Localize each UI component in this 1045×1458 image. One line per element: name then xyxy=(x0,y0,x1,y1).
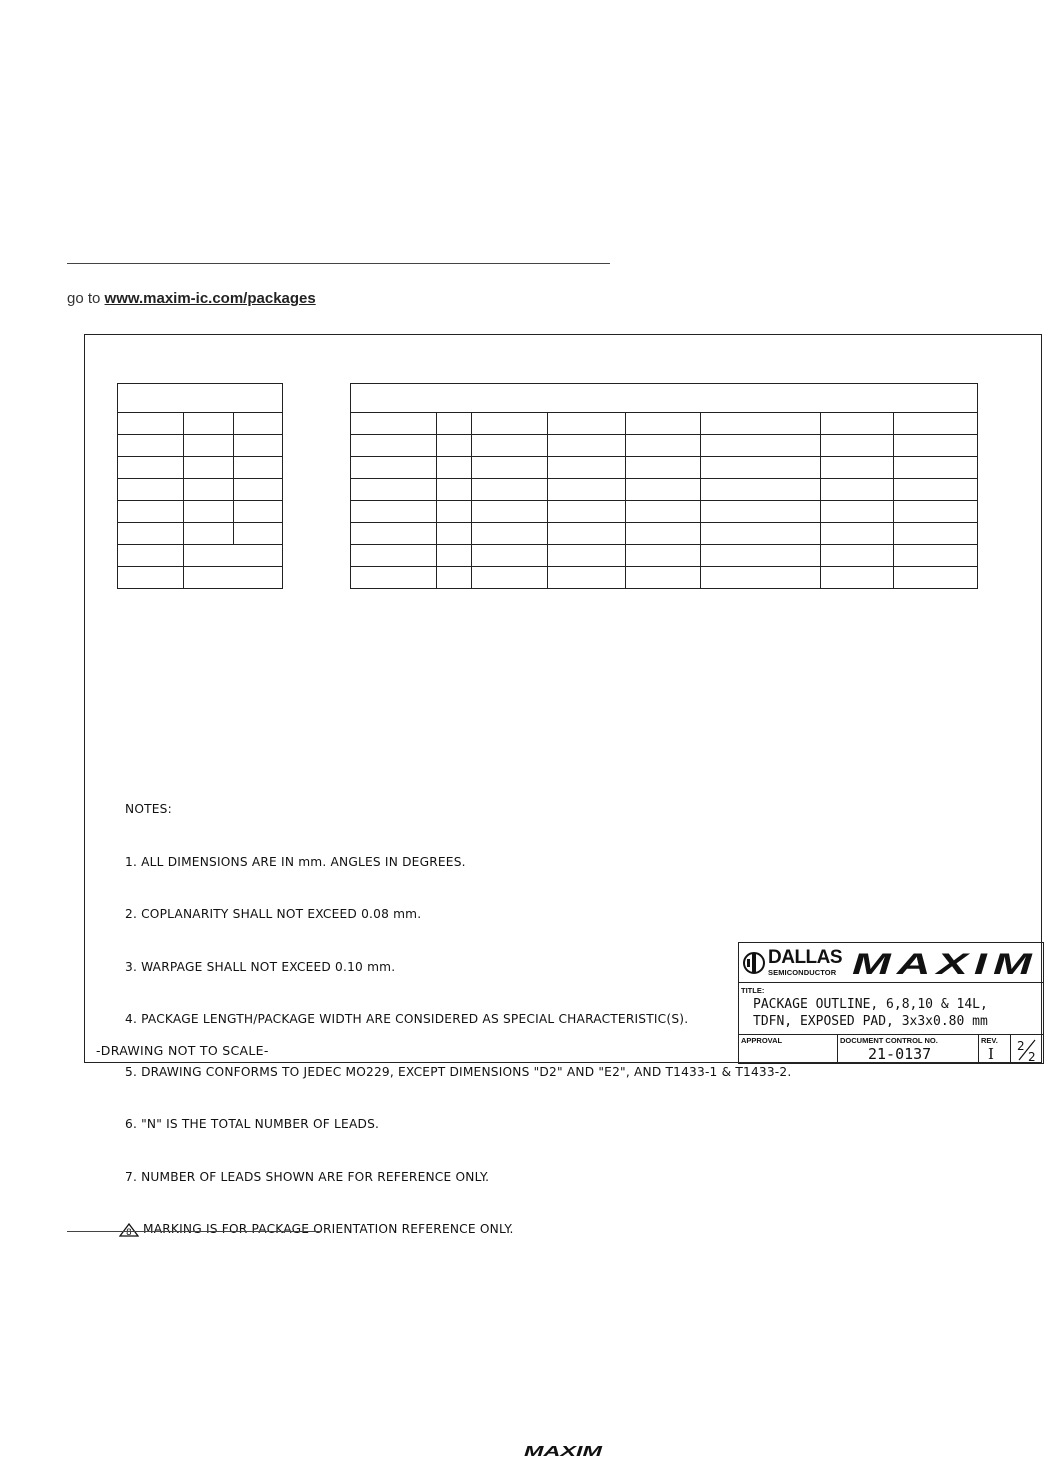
table-cell xyxy=(625,567,700,589)
note-8-number: 8 xyxy=(126,1227,132,1237)
table-cell xyxy=(548,435,625,457)
table-cell xyxy=(625,501,700,523)
table-cell xyxy=(548,545,625,567)
table-cell xyxy=(351,384,978,413)
note-item: 6. "N" IS THE TOTAL NUMBER OF LEADS. xyxy=(125,1117,380,1131)
table-cell xyxy=(625,435,700,457)
footer-maxim-logo xyxy=(524,1443,604,1458)
table-cell xyxy=(118,545,184,567)
table-row xyxy=(118,413,283,435)
table-row xyxy=(351,567,978,589)
table-cell xyxy=(625,413,700,435)
rev-value: I xyxy=(988,1045,994,1063)
table-cell xyxy=(233,479,282,501)
rev-cell xyxy=(979,1035,1011,1063)
table-cell xyxy=(184,567,283,589)
table-cell xyxy=(184,479,233,501)
table-cell xyxy=(820,501,893,523)
triangle-note-icon xyxy=(119,1223,139,1237)
dimension-table-left xyxy=(117,383,283,589)
note-item: 2. COPLANARITY SHALL NOT EXCEED 0.08 mm. xyxy=(125,907,422,921)
note-item: 3. WARPAGE SHALL NOT EXCEED 0.10 mm. xyxy=(125,959,396,974)
table-cell xyxy=(894,545,978,567)
note-item-8 xyxy=(125,1221,791,1239)
semiconductor-wordmark: SEMICONDUCTOR xyxy=(768,968,837,977)
maxim-wordmark: MAXIM xyxy=(852,951,1038,977)
table-row xyxy=(118,435,283,457)
table-cell xyxy=(701,413,821,435)
table-cell xyxy=(701,567,821,589)
drawing-title-line-2: TDFN, EXPOSED PAD, 3x3x0.80 mm xyxy=(753,1014,988,1029)
table-cell xyxy=(233,523,282,545)
table-cell xyxy=(701,501,821,523)
table-cell xyxy=(184,413,233,435)
table-cell xyxy=(118,384,283,413)
table-cell xyxy=(625,457,700,479)
table-cell xyxy=(184,435,233,457)
table-cell xyxy=(436,545,471,567)
table-cell xyxy=(894,479,978,501)
approval-cell xyxy=(739,1035,838,1063)
table-cell xyxy=(471,523,547,545)
table-row xyxy=(118,384,283,413)
table-cell xyxy=(351,457,437,479)
table-cell xyxy=(820,545,893,567)
table-cell xyxy=(894,523,978,545)
table-cell xyxy=(548,501,625,523)
table-cell xyxy=(625,523,700,545)
table-cell xyxy=(118,501,184,523)
sheet-current: 2 xyxy=(1017,1039,1025,1053)
note-item: 4. PACKAGE LENGTH/PACKAGE WIDTH ARE CONSIDERED AS SPECIAL CHARACTERISTIC(S). xyxy=(125,1012,689,1026)
dallas-logo-icon xyxy=(743,951,765,975)
table-cell xyxy=(548,457,625,479)
table-cell xyxy=(184,457,233,479)
table-cell xyxy=(436,435,471,457)
table-cell xyxy=(701,523,821,545)
table-cell xyxy=(233,413,282,435)
note-item: 1. ALL DIMENSIONS ARE IN mm. ANGLES IN DEGREES. xyxy=(125,854,466,869)
drawing-title-line-1: PACKAGE OUTLINE, 6,8,10 & 14L, xyxy=(753,997,988,1012)
table-cell xyxy=(894,413,978,435)
table-cell xyxy=(436,457,471,479)
note-item: 7. NUMBER OF LEADS SHOWN ARE FOR REFERENCE ONLY. xyxy=(125,1169,490,1184)
table-cell xyxy=(820,567,893,589)
table-cell xyxy=(471,457,547,479)
table-cell xyxy=(820,457,893,479)
dallas-wordmark: DALLAS xyxy=(768,947,843,968)
table-row xyxy=(351,435,978,457)
sheet-total: 2 xyxy=(1028,1050,1036,1063)
table-cell xyxy=(548,413,625,435)
table-cell xyxy=(184,501,233,523)
table-cell xyxy=(548,479,625,501)
table-cell xyxy=(436,523,471,545)
table-row xyxy=(118,501,283,523)
packages-link-line xyxy=(67,290,316,307)
doc-control-label: DOCUMENT CONTROL NO. xyxy=(840,1036,938,1045)
table-cell xyxy=(471,501,547,523)
table-cell xyxy=(118,413,184,435)
table-cell xyxy=(894,457,978,479)
table-row xyxy=(351,413,978,435)
doc-control-number: 21-0137 xyxy=(868,1045,932,1063)
control-row xyxy=(739,1035,1043,1063)
table-cell xyxy=(625,545,700,567)
table-cell xyxy=(548,567,625,589)
logo-row xyxy=(739,943,1043,983)
notes-block xyxy=(125,766,791,1274)
table-cell xyxy=(118,457,184,479)
table-cell xyxy=(436,413,471,435)
rev-label: REV. xyxy=(981,1036,998,1045)
table-cell xyxy=(351,435,437,457)
sheet-cell xyxy=(1011,1035,1043,1063)
table-cell xyxy=(118,435,184,457)
table-row xyxy=(351,545,978,567)
table-cell xyxy=(351,545,437,567)
table-cell xyxy=(184,545,283,567)
table-row xyxy=(118,479,283,501)
table-cell xyxy=(701,435,821,457)
table-row xyxy=(118,457,283,479)
table-cell xyxy=(894,501,978,523)
table-cell xyxy=(351,479,437,501)
title-row xyxy=(739,983,1043,1035)
table-row xyxy=(351,501,978,523)
table-cell xyxy=(233,435,282,457)
table-cell xyxy=(894,435,978,457)
doc-control-cell xyxy=(838,1035,979,1063)
goto-prefix: go to xyxy=(67,290,105,307)
table-cell xyxy=(471,567,547,589)
table-cell xyxy=(233,457,282,479)
note-item: 5. DRAWING CONFORMS TO JEDEC MO229, EXCEPT DIMENSIONS "D2" AND "E2", AND T1433-1 & T1433-2. xyxy=(125,1064,792,1079)
table-cell xyxy=(351,413,437,435)
table-cell xyxy=(820,523,893,545)
top-rule xyxy=(67,263,610,264)
footer-wordmark: MAXIM xyxy=(524,1443,603,1458)
scale-note: -DRAWING NOT TO SCALE- xyxy=(96,1043,269,1058)
table-cell xyxy=(548,523,625,545)
table-cell xyxy=(351,501,437,523)
bottom-rule xyxy=(67,1231,320,1232)
table-cell xyxy=(701,457,821,479)
table-cell xyxy=(820,479,893,501)
title-label: TITLE: xyxy=(741,986,765,995)
table-row xyxy=(351,457,978,479)
table-cell xyxy=(701,479,821,501)
table-cell xyxy=(436,567,471,589)
table-cell xyxy=(118,479,184,501)
table-cell xyxy=(436,479,471,501)
table-cell xyxy=(701,545,821,567)
drawing-frame xyxy=(84,334,1042,1237)
table-cell xyxy=(118,567,184,589)
table-cell xyxy=(471,413,547,435)
note-8-text: MARKING IS FOR PACKAGE ORIENTATION REFERENCE ONLY. xyxy=(143,1222,514,1236)
table-cell xyxy=(351,567,437,589)
table-row xyxy=(118,523,283,545)
table-cell xyxy=(625,479,700,501)
table-cell xyxy=(184,523,233,545)
title-block xyxy=(738,942,1044,1064)
table-cell xyxy=(118,523,184,545)
package-variations-table xyxy=(350,383,978,589)
table-row xyxy=(351,523,978,545)
table-cell xyxy=(471,435,547,457)
notes-heading: NOTES: xyxy=(125,802,172,816)
packages-link[interactable]: www.maxim-ic.com/packages xyxy=(104,290,316,307)
maxim-logo xyxy=(852,951,1040,977)
table-cell xyxy=(894,567,978,589)
table-row xyxy=(118,545,283,567)
sheet-number xyxy=(1011,1035,1043,1063)
table-cell xyxy=(351,523,437,545)
table-row xyxy=(118,567,283,589)
table-row xyxy=(351,479,978,501)
table-cell xyxy=(820,435,893,457)
approval-label: APPROVAL xyxy=(741,1036,783,1045)
table-cell xyxy=(471,479,547,501)
table-cell xyxy=(233,501,282,523)
table-cell xyxy=(471,545,547,567)
table-cell xyxy=(436,501,471,523)
table-cell xyxy=(820,413,893,435)
table-row xyxy=(351,384,978,413)
